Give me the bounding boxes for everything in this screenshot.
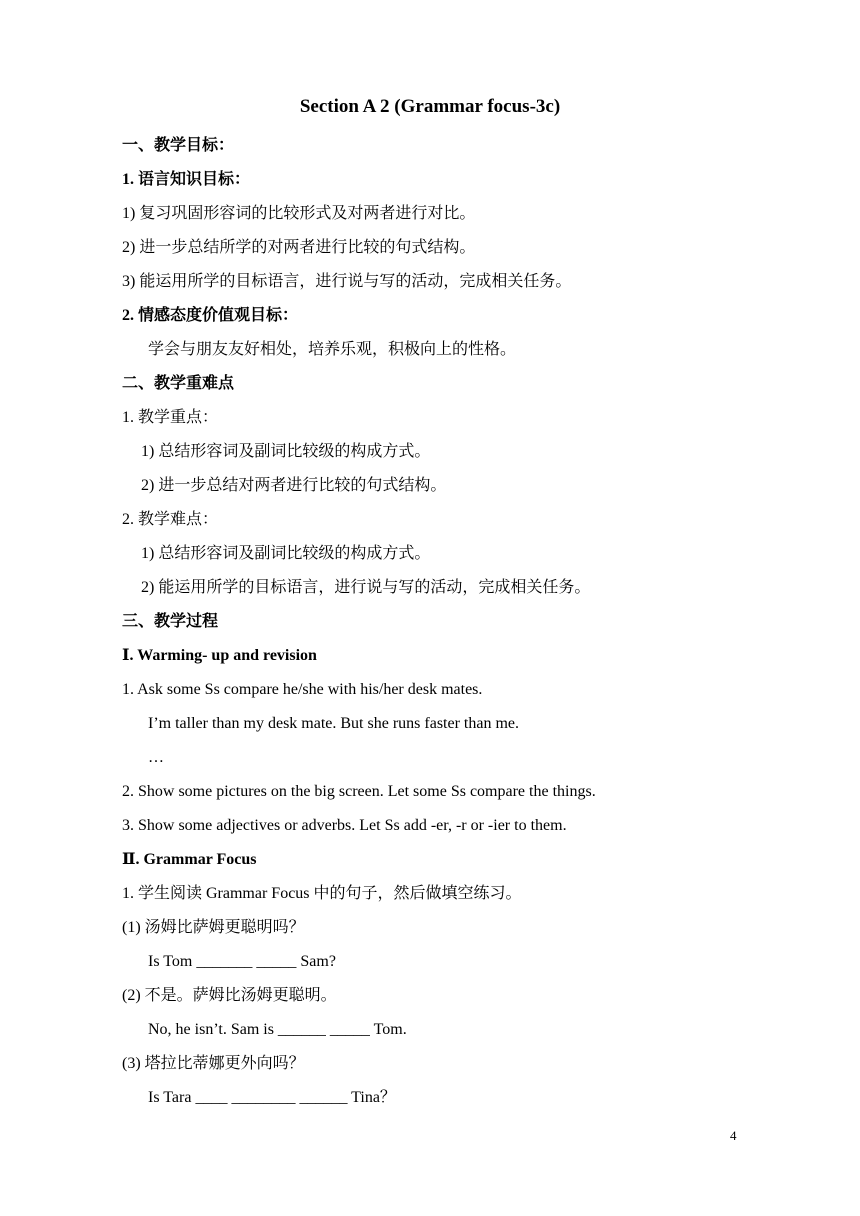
example-sentence: I’m taller than my desk mate. But she runs faster than me. [148,715,520,732]
subheading-difficult-points: 2. 教学难点： [122,511,219,528]
exercise-instruction: 1. 学生阅读 Grammar Focus 中的句子，然后做填空练习。 [122,885,522,902]
exercise-prompt: (2) 不是。萨姆比汤姆更聪明。 [122,987,337,1004]
subheading-key-points: 1. 教学重点： [122,409,219,426]
document-title: Section A 2 (Grammar focus-3c) [299,96,561,117]
exercise-blank-sentence: Is Tom _______ _____ Sam? [148,953,336,970]
section-heading-objectives: 一、教学目标： [122,137,235,154]
process-item: 2. Show some pictures on the big screen. Let some Ss compare the things. [122,783,596,800]
objective-item: 学会与朋友友好相处，培养乐观，积极向上的性格。 [148,341,517,358]
key-point-item: 1) 总结形容词及副词比较级的构成方式。 [141,443,431,460]
step-heading-warming-up: Ⅰ. Warming- up and revision [122,647,317,664]
exercise-prompt: (3) 塔拉比蒂娜更外向吗？ [122,1055,305,1072]
subheading-emotional-objectives: 2. 情感态度价值观目标： [122,307,299,324]
process-item: 1. Ask some Ss compare he/she with his/her desk mates. [122,681,483,698]
exercise-blank-sentence: No, he isn’t. Sam is ______ _____ Tom. [148,1021,407,1038]
page-number: 4 [730,1128,737,1143]
difficult-point-item: 1) 总结形容词及副词比较级的构成方式。 [141,545,431,562]
step-heading-grammar-focus: Ⅱ. Grammar Focus [122,851,257,868]
objective-item: 2) 进一步总结所学的对两者进行比较的句式结构。 [122,239,476,256]
difficult-point-item: 2) 能运用所学的目标语言，进行说与写的活动，完成相关任务。 [141,579,591,596]
exercise-blank-sentence: Is Tara ____ ________ ______ Tina？ [148,1089,396,1106]
section-heading-key-points: 二、教学重难点 [122,375,235,392]
process-item: 3. Show some adjectives or adverbs. Let Ss add -er, -r or -ier to them. [122,817,567,834]
objective-item: 1) 复习巩固形容词的比较形式及对两者进行对比。 [122,205,476,222]
objective-item: 3) 能运用所学的目标语言，进行说与写的活动，完成相关任务。 [122,273,572,290]
ellipsis: … [148,749,164,766]
key-point-item: 2) 进一步总结对两者进行比较的句式结构。 [141,477,447,494]
subheading-language-objectives: 1. 语言知识目标： [122,171,251,188]
exercise-prompt: (1) 汤姆比萨姆更聪明吗？ [122,919,305,936]
section-heading-process: 三、教学过程 [122,613,219,630]
